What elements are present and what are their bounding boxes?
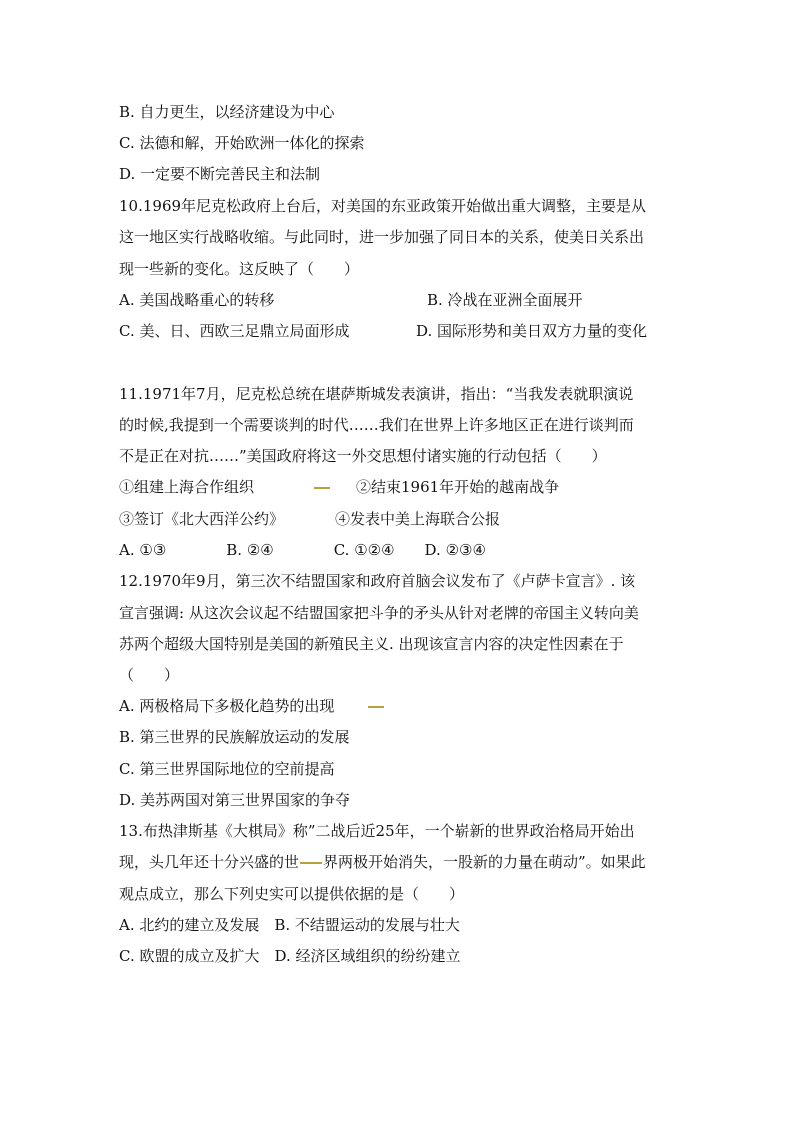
question-11-text: 11.1971年7月，尼克松总统在堪萨斯城发表演讲，指出：“当我发表就职演说 (119, 385, 634, 403)
option-d: D. 一定要不断完善民主和法制 (119, 165, 321, 183)
question-11-item-3: ③签订《北大西洋公约》 (119, 510, 285, 528)
question-10-option-a: A. 美国战略重心的转移 (119, 291, 275, 309)
question-12-option-b: B. 第三世界的民族解放运动的发展 (119, 728, 350, 746)
question-12-option-c: C. 第三世界国际地位的空前提高 (119, 760, 335, 778)
question-13-text-part: 界两极开始消失，一股新的力量在萌动”。如果此 (323, 853, 646, 871)
question-13-text: 13.布热津斯基《大棋局》称”二战后近25年，一个崭新的世界政治格局开始出 (119, 822, 635, 840)
question-10-text: 现一些新的变化。这反映了（ ） (119, 260, 360, 278)
question-12-option-a: A. 两极格局下多极化趋势的出现 (119, 697, 335, 715)
question-10-option-b: B. 冷战在亚洲全面展开 (427, 291, 583, 309)
highlight-mark (314, 487, 330, 489)
question-10-option-c: C. 美、日、西欧三足鼎立局面形成 (119, 322, 350, 340)
question-12-text: 宣言强调: 从这次会议起不结盟国家把斗争的矛头从针对老牌的帝国主义转向美 (119, 604, 639, 622)
highlight-mark (368, 706, 384, 708)
question-11-item-1: ①组建上海合作组织 (119, 478, 255, 496)
question-11-item-4: ④发表中美上海联合公报 (335, 510, 501, 528)
question-11-options: A. ①③ B. ②④ C. ①②④ D. ②③④ (119, 541, 486, 559)
question-13-text-part: 现，头几年还十分兴盛的世 (119, 853, 300, 871)
question-11-item-2: ②结束1961年开始的越南战争 (356, 478, 560, 496)
question-10-option-d: D. 国际形势和美日双方力量的变化 (416, 322, 648, 340)
question-13-text (119, 852, 646, 872)
question-13-options-ab: A. 北约的建立及发展 B. 不结盟运动的发展与壮大 (119, 916, 460, 934)
option-b: B. 自力更生，以经济建设为中心 (119, 103, 335, 121)
question-12-text: （ ） (119, 666, 180, 684)
question-10-text: 10.1969年尼克松政府上台后，对美国的东亚政策开始做出重大调整，主要是从 (119, 197, 647, 215)
highlight-mark (300, 862, 322, 864)
question-10-text: 这一地区实行战略收缩。与此同时，进一步加强了同日本的关系，使美日关系出 (119, 228, 645, 246)
question-12-text: 苏两个超级大国特别是美国的新殖民主义. 出现该宣言内容的决定性因素在于 (119, 635, 624, 653)
question-12-option-d: D. 美苏两国对第三世界国家的争夺 (119, 791, 351, 809)
option-c: C. 法德和解，开始欧洲一体化的探索 (119, 134, 365, 152)
question-13-options-cd: C. 欧盟的成立及扩大 D. 经济区域组织的纷纷建立 (119, 947, 461, 965)
question-11-text: 的时候,我提到一个需要谈判的时代……我们在世界上许多地区正在进行谈判而 (119, 416, 634, 434)
question-12-text: 12.1970年9月，第三次不结盟国家和政府首脑会议发布了《卢萨卡宣言》. 该 (119, 572, 636, 590)
question-13-text: 观点成立，那么下列史实可以提供依据的是（ ） (119, 885, 465, 903)
question-11-text: 不是正在对抗……”美国政府将这一外交思想付诸实施的行动包括（ ） (119, 447, 607, 465)
